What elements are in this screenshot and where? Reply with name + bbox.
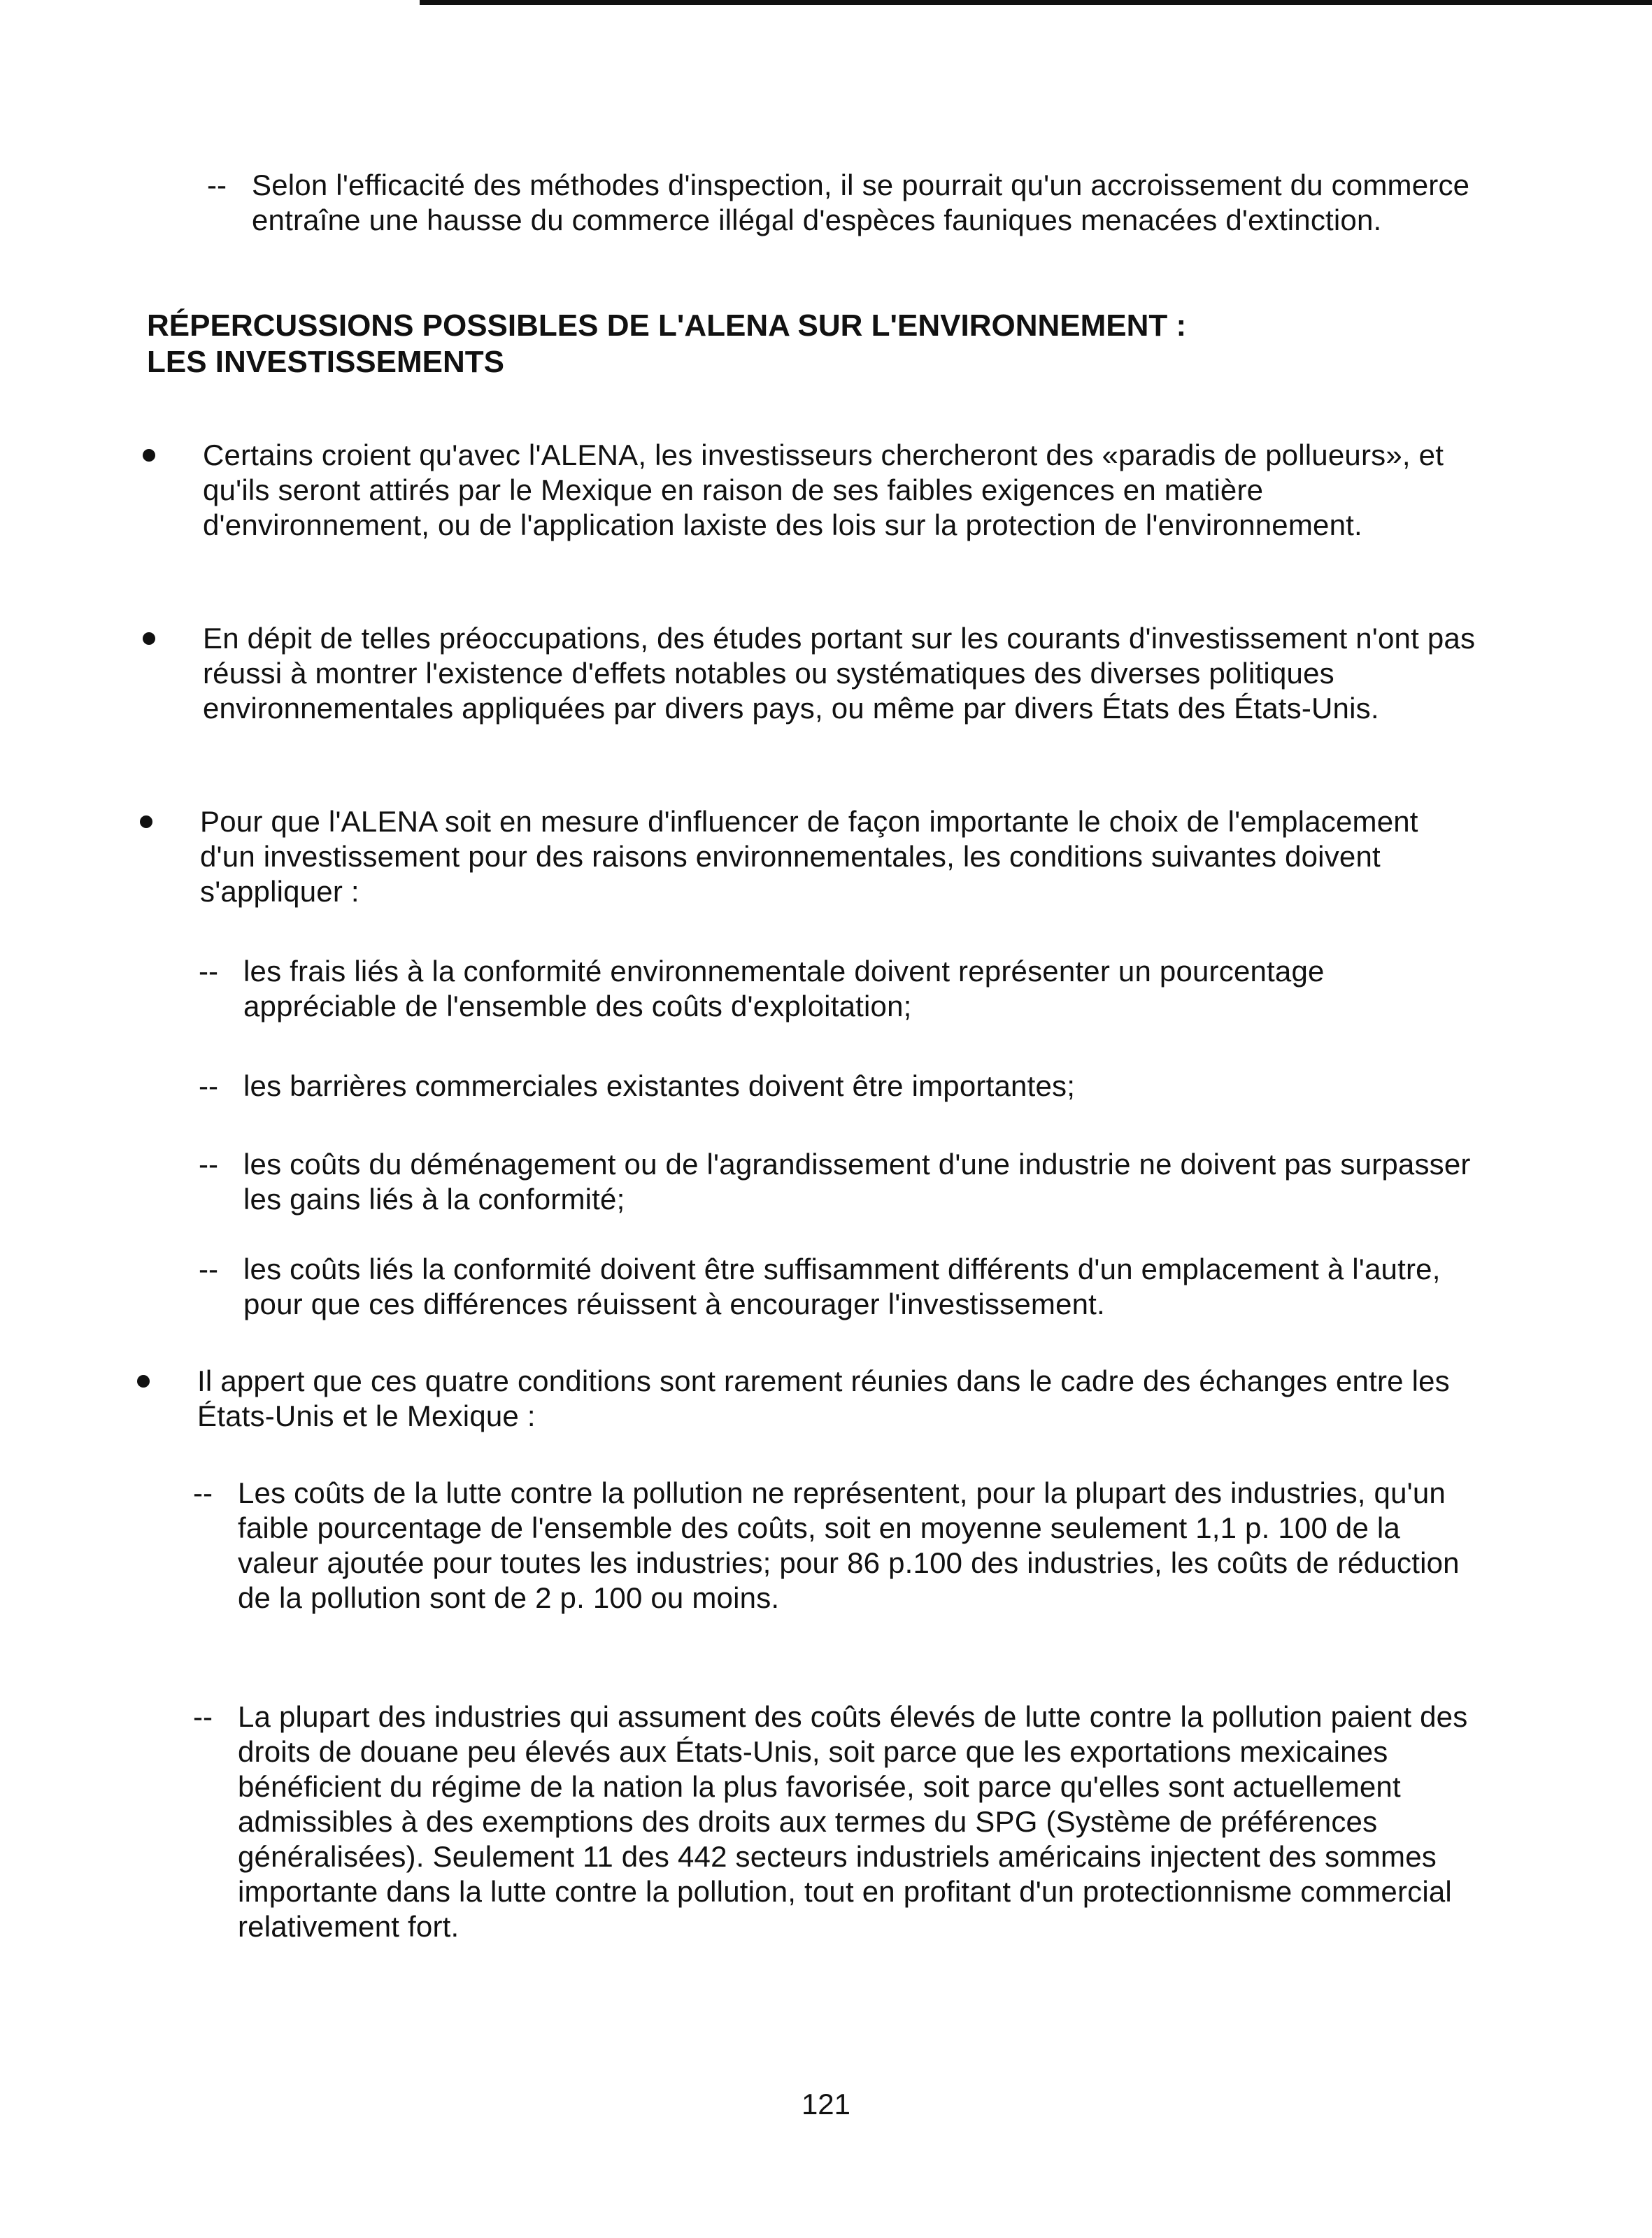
bullet-item-4 [137, 1364, 1487, 1434]
bullet-item-2 [143, 621, 1493, 726]
bullet-3-text: Pour que l'ALENA soit en mesure d'influencer de façon importante le choix de l'emplacement d'un investissement pour des raisons environnementales, les conditions suivantes doivent s'appliquer : [200, 805, 1418, 908]
dash-marker: -- [193, 1476, 213, 1509]
dash-marker: -- [193, 1700, 213, 1733]
intro-dash-item [207, 168, 1487, 238]
subitem-text: les barrières commerciales existantes doivent être importantes; [243, 1069, 1076, 1102]
bullet-dot-icon [143, 632, 155, 645]
subitem-text: La plupart des industries qui assument des coûts élevés de lutte contre la pollution paient des droits de douane peu élevés aux États-Unis, soit parce que les exportations mexicaines bénéficient du régime de la nation la plus favorisée, soit parce qu'elles sont actuellement admissibles à des exemptions des droits aux termes du SPG (Système de préférences généralisées). Seulement 11 des 442 secteurs industriels américains injectent des sommes importante dans la lutte contre la pollution, tout en profitant d'un protectionnisme commercial relativement fort. [238, 1700, 1468, 1943]
bullet-3-subitem-3 [199, 1147, 1479, 1217]
bullet-dot-icon [137, 1375, 150, 1388]
dash-marker: -- [199, 1069, 218, 1102]
section-heading [147, 308, 1476, 380]
bullet-4-text: Il appert que ces quatre conditions sont rarement réunies dans le cadre des échanges entre les États-Unis et le Mexique : [197, 1364, 1450, 1432]
subitem-text: Les coûts de la lutte contre la pollution ne représentent, pour la plupart des industries, qu'un faible pourcentage de l'ensemble des coûts, soit en moyenne seulement 1,1 p. 100 de la valeur ajoutée pour toutes les industries; pour 86 p.100 des industries, les coûts de réduction de la pollution sont de 2 p. 100 ou moins. [238, 1476, 1460, 1614]
dash-marker: -- [199, 955, 218, 988]
bullet-3-subitem-2 [199, 1069, 1479, 1104]
subitem-text: les coûts du déménagement ou de l'agrandissement d'une industrie ne doivent pas surpasser les gains liés à la conformité; [243, 1148, 1471, 1216]
bullet-4-subitem-2 [193, 1699, 1473, 1944]
dash-marker: -- [199, 1253, 218, 1285]
top-scan-border [420, 0, 1652, 5]
bullet-1-text: Certains croient qu'avec l'ALENA, les investisseurs chercheront des «paradis de pollueurs», et qu'ils seront attirés par le Mexique en raison de ses faibles exigences en matière d'environnement, ou de l'application laxiste des lois sur la protection de l'environnement. [203, 439, 1444, 541]
bullet-item-1 [143, 438, 1493, 543]
heading-line-1: RÉPERCUSSIONS POSSIBLES DE L'ALENA SUR L'ENVIRONNEMENT : [147, 308, 1187, 343]
subitem-text: les frais liés à la conformité environnementale doivent représenter un pourcentage appréciable de l'ensemble des coûts d'exploitation; [243, 955, 1325, 1022]
bullet-4-subitem-1 [193, 1476, 1473, 1616]
bullet-dot-icon [140, 815, 152, 828]
subitem-text: les coûts liés la conformité doivent être suffisamment différents d'un emplacement à l'autre, pour que ces différences réuissent à encourager l'investissement. [243, 1253, 1441, 1320]
bullet-dot-icon [143, 449, 155, 462]
bullet-3-subitem-4 [199, 1252, 1479, 1322]
bullet-3-subitem-1 [199, 954, 1479, 1024]
bullet-item-3 [140, 804, 1490, 909]
page-number: 121 [801, 2088, 851, 2121]
bullet-2-text: En dépit de telles préoccupations, des études portant sur les courants d'investissement n'ont pas réussi à montrer l'existence d'effets notables ou systématiques des diverses politiques environnementales appliquées par divers pays, ou même par divers États des États-Unis. [203, 622, 1476, 725]
dash-marker: -- [207, 169, 227, 201]
heading-line-2: LES INVESTISSEMENTS [147, 345, 504, 379]
intro-text: Selon l'efficacité des méthodes d'inspection, il se pourrait qu'un accroissement du commerce entraîne une hausse du commerce illégal d'espèces fauniques menacées d'extinction. [252, 169, 1470, 236]
dash-marker: -- [199, 1148, 218, 1181]
